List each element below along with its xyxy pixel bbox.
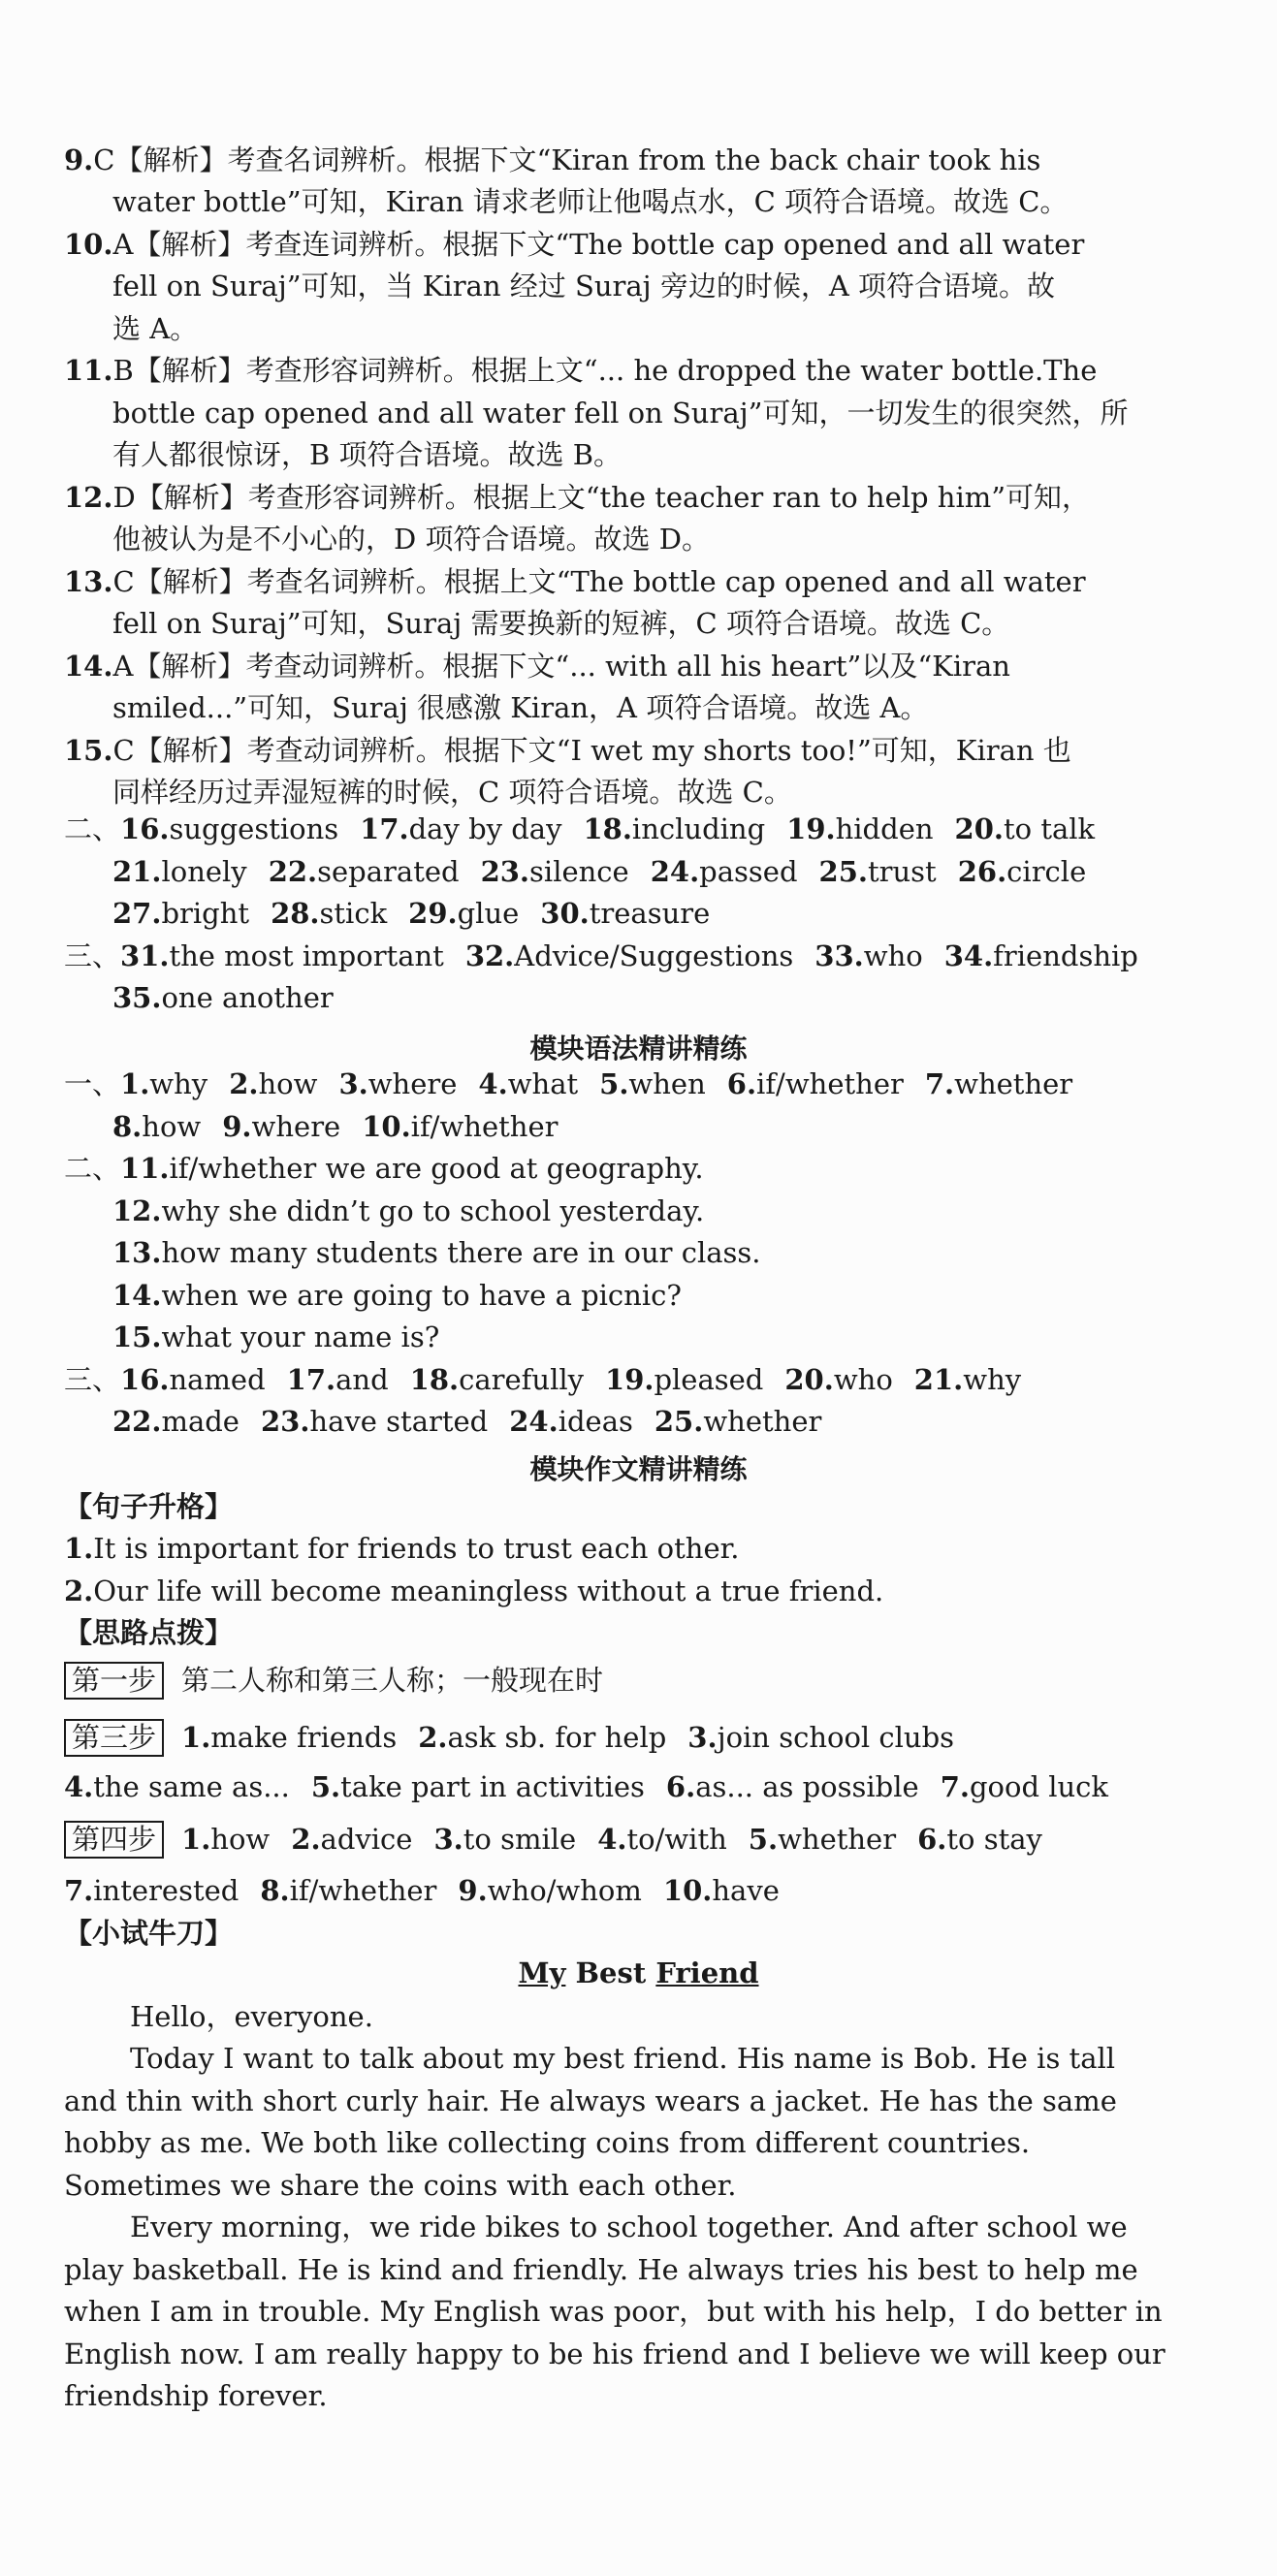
essay-line: Today I want to talk about my best friend. His name is Bob. He is tall bbox=[130, 2042, 1116, 2075]
answer-item: 23.silence bbox=[480, 855, 629, 888]
answer-item: 6.as... as possible bbox=[665, 1770, 919, 1803]
explanation-line: fell on Suraj”可知，Suraj 需要换新的短裤，C 项符合语境。故选 C。 bbox=[112, 607, 1010, 640]
sentence-upgrade-label: 【句子升格】 bbox=[64, 1490, 234, 1523]
answer-item: 10.have bbox=[662, 1874, 780, 1907]
explanation-line: 15.C【解析】考查动词辨析。根据下文“I wet my shorts too!”可知，Kiran 也 bbox=[64, 734, 1071, 767]
answer-item: 9.who/whom bbox=[458, 1874, 642, 1907]
answer-item: 16.named bbox=[120, 1363, 266, 1396]
answer-row bbox=[112, 897, 710, 931]
answer-item: 2.advice bbox=[291, 1823, 413, 1856]
explanation-line: 他被认为是不小心的，D 项符合语境。故选 D。 bbox=[112, 523, 710, 556]
answer-item: 24.passed bbox=[650, 855, 798, 888]
answer-row: 二、16.suggestions 17.day by day 18.including 19.hidden 20.to talk bbox=[64, 812, 1096, 845]
answer-item: 22.separated bbox=[268, 855, 460, 888]
answer-item: 35.one another bbox=[112, 981, 334, 1014]
answer-item: 21.why bbox=[913, 1363, 1022, 1396]
essay-greeting: Hello，everyone. bbox=[130, 2000, 373, 2033]
explanation-line: 有人都很惊讶，B 项符合语境。故选 B。 bbox=[112, 438, 623, 471]
answer-item: 19.hidden bbox=[786, 812, 934, 845]
answer-item: 19.pleased bbox=[605, 1363, 764, 1396]
explanation-line: 11.B【解析】考查形容词辨析。根据上文“... he dropped the water bottle.The bbox=[64, 354, 1098, 387]
answer-item: 20.to talk bbox=[954, 812, 1096, 845]
answer-item: 3.to smile bbox=[433, 1823, 577, 1856]
explanation-line: 选 A。 bbox=[112, 312, 199, 345]
answer-item: 30.treasure bbox=[540, 897, 711, 930]
answer-item: 25.trust bbox=[818, 855, 937, 888]
answer-item: 4.to/with bbox=[597, 1823, 727, 1856]
answer-item: 10.if/whether bbox=[362, 1110, 559, 1143]
explanation-line: 同样经历过弄湿短裤的时候，C 项符合语境。故选 C。 bbox=[112, 776, 792, 809]
answer-row: 12.why she didn’t go to school yesterday. bbox=[112, 1194, 705, 1227]
answer-row: 一、1.why 2.how 3.where 4.what 5.when 6.if/whether 7.whether bbox=[64, 1067, 1073, 1100]
answer-item: 1.how bbox=[181, 1823, 271, 1856]
answer-item: 9.where bbox=[222, 1110, 341, 1143]
answer-item: 2.ask sb. for help bbox=[418, 1721, 667, 1754]
answer-item: 1.why bbox=[120, 1067, 208, 1100]
answer-row bbox=[112, 1110, 558, 1144]
answer-item: 16.suggestions bbox=[120, 812, 339, 845]
answer-row: 14.when we are going to have a picnic? bbox=[112, 1279, 682, 1312]
answer-row bbox=[112, 855, 1086, 889]
essay-title: My Best Friend bbox=[518, 1956, 759, 1989]
writing-heading: 模块作文精讲精练 bbox=[529, 1453, 748, 1485]
essay-line: Sometimes we share the coins with each other. bbox=[64, 2169, 737, 2202]
answer-item: 6.if/whether bbox=[726, 1067, 904, 1100]
step-4-row-2 bbox=[64, 1874, 780, 1908]
upgrade-sentence: 1.It is important for friends to trust each other. bbox=[64, 1532, 740, 1565]
answer-item: 22.made bbox=[112, 1405, 239, 1438]
explanation-line: 13.C【解析】考查名词辨析。根据上文“The bottle cap opened and all water bbox=[64, 565, 1086, 598]
answer-item: 4.the same as... bbox=[64, 1770, 290, 1803]
explanation-line: 14.A【解析】考查动词辨析。根据下文“... with all his heart”以及“Kiran bbox=[64, 650, 1010, 683]
thinking-label: 【思路点拨】 bbox=[64, 1616, 234, 1649]
answer-item: 5.take part in activities bbox=[310, 1770, 645, 1803]
essay-line: friendship forever. bbox=[64, 2379, 328, 2412]
answer-item: 18.including bbox=[583, 812, 766, 845]
answer-item: 23.have started bbox=[260, 1405, 489, 1438]
answer-item: 31.the most important bbox=[120, 939, 444, 972]
answer-item: 28.stick bbox=[271, 897, 388, 930]
explanation-line: fell on Suraj”可知，当 Kiran 经过 Suraj 旁边的时候，A 项符合语境。故 bbox=[112, 270, 1056, 302]
explanation-line: water bottle”可知，Kiran 请求老师让他喝点水，C 项符合语境。故选 C。 bbox=[112, 185, 1069, 218]
answer-item: 3.where bbox=[338, 1067, 458, 1100]
essay-line: when I am in trouble. My English was poor，but with his help，I do better in bbox=[64, 2295, 1163, 2328]
answer-item: 25.whether bbox=[654, 1405, 822, 1438]
answer-item: 7.whether bbox=[924, 1067, 1073, 1100]
answer-item: 20.who bbox=[784, 1363, 893, 1396]
essay-line: play basketball. He is kind and friendly. He always tries his best to help me bbox=[64, 2253, 1138, 2286]
answer-item: 27.bright bbox=[112, 897, 250, 930]
answer-row: 二、11.if/whether we are good at geography. bbox=[64, 1152, 704, 1185]
answer-item: 5.when bbox=[599, 1067, 706, 1100]
step-1: 第一步 第二人称和第三人称；一般现在时 bbox=[64, 1662, 603, 1700]
answer-row: 13.how many students there are in our class. bbox=[112, 1236, 761, 1269]
step-3-row-2 bbox=[64, 1770, 1108, 1804]
answer-item: 8.how bbox=[112, 1110, 202, 1143]
step-1-box: 第一步 bbox=[64, 1662, 164, 1700]
step-4-box: 第四步 bbox=[64, 1821, 164, 1859]
answer-item: 18.carefully bbox=[409, 1363, 585, 1396]
answer-row bbox=[112, 1405, 821, 1439]
answer-item: 24.ideas bbox=[509, 1405, 633, 1438]
essay-line: and thin with short curly hair. He always wears a jacket. He has the same bbox=[64, 2084, 1117, 2117]
answer-item: 34.friendship bbox=[943, 939, 1138, 972]
answer-item: 33.who bbox=[814, 939, 923, 972]
answer-item: 7.good luck bbox=[940, 1770, 1109, 1803]
answer-item: 2.how bbox=[229, 1067, 318, 1100]
answer-item: 3.join school clubs bbox=[687, 1721, 955, 1754]
step-3-box: 第三步 bbox=[64, 1719, 164, 1757]
explanation-line: bottle cap opened and all water fell on Suraj”可知，一切发生的很突然，所 bbox=[112, 397, 1129, 429]
essay-line: hobby as me. We both like collecting coins from different countries. bbox=[64, 2126, 1031, 2159]
answer-item: 26.circle bbox=[957, 855, 1087, 888]
answer-item: 29.glue bbox=[408, 897, 520, 930]
essay-line: Every morning，we ride bikes to school together. And after school we bbox=[130, 2210, 1128, 2243]
upgrade-sentence: 2.Our life will become meaningless without a true friend. bbox=[64, 1574, 884, 1607]
answer-item: 7.interested bbox=[64, 1874, 239, 1907]
answer-row: 三、31.the most important 32.Advice/Suggestions 33.who 34.friendship bbox=[64, 939, 1138, 972]
essay-line: English now. I am really happy to be his friend and I believe we will keep our bbox=[64, 2337, 1165, 2370]
answer-item: 8.if/whether bbox=[260, 1874, 437, 1907]
answer-item: 21.lonely bbox=[112, 855, 247, 888]
explanation-line: 9.C【解析】考查名词辨析。根据下文“Kiran from the back chair took his bbox=[64, 143, 1041, 176]
explanation-line: smiled...”可知，Suraj 很感激 Kiran，A 项符合语境。故选 A。 bbox=[112, 691, 929, 724]
explanation-line: 10.A【解析】考查连词辨析。根据下文“The bottle cap opened and all water bbox=[64, 228, 1085, 261]
answer-item: 32.Advice/Suggestions bbox=[464, 939, 794, 972]
answer-item: 4.what bbox=[478, 1067, 579, 1100]
step-4 bbox=[64, 1821, 1042, 1859]
answer-row bbox=[112, 981, 334, 1015]
answer-item: 5.whether bbox=[748, 1823, 897, 1856]
answer-item: 1.make friends bbox=[181, 1721, 398, 1754]
trial-label: 【小试牛刀】 bbox=[64, 1917, 234, 1950]
answer-item: 17.day by day bbox=[360, 812, 562, 845]
answer-item: 17.and bbox=[286, 1363, 389, 1396]
answer-item: 6.to stay bbox=[917, 1823, 1042, 1856]
step-3 bbox=[64, 1719, 954, 1757]
answer-row: 三、16.named 17.and 18.carefully 19.pleased 20.who 21.why bbox=[64, 1363, 1022, 1396]
answer-row: 15.what your name is? bbox=[112, 1320, 440, 1353]
explanation-line: 12.D【解析】考查形容词辨析。根据上文“the teacher ran to help him”可知， bbox=[64, 481, 1091, 514]
grammar-heading: 模块语法精讲精练 bbox=[529, 1033, 748, 1065]
